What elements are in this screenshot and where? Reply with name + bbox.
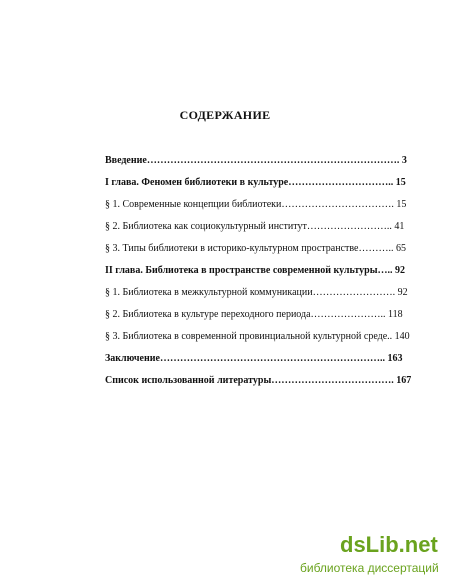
- toc-entry-ch2-sec3: § 3. Библиотека в современной провинциальной культурной среде.. 140: [105, 331, 410, 342]
- toc-entry-ch1-sec1: § 1. Современные концепции библиотеки……………………………. 15: [105, 199, 407, 210]
- toc-entry-introduction: Введение…………………………………………………………………. 3: [105, 155, 407, 166]
- page-title: СОДЕРЖАНИЕ: [179, 108, 271, 122]
- site-watermark: [300, 532, 450, 580]
- toc-entry-ch2-sec2: § 2. Библиотека в культуре переходного периода………………….. 118: [105, 309, 403, 320]
- toc-entry-ch2-sec1: § 1. Библиотека в межкультурной коммуникации……………………. 92: [105, 287, 408, 298]
- toc-entry-chapter-1: I глава. Феномен библиотеки в культуре………………………….. 15: [105, 177, 406, 188]
- toc-entry-ch1-sec2: § 2. Библиотека как социокультурный институт…………………….. 41: [105, 221, 405, 232]
- toc-entry-chapter-2: II глава. Библиотека в пространстве современной культуры….. 92: [105, 265, 406, 276]
- toc-entry-conclusion: Заключение………………………………………………………….. 163: [105, 353, 403, 364]
- watermark-subtitle: библиотека диссертаций: [300, 561, 439, 575]
- toc-entry-bibliography: Список использованной литературы………………………………. 167: [105, 375, 412, 386]
- toc-entry-ch1-sec3: § 3. Типы библиотеки в историко-культурном пространстве……….. 65: [105, 243, 406, 254]
- watermark-logo: dsLib.net: [340, 532, 438, 557]
